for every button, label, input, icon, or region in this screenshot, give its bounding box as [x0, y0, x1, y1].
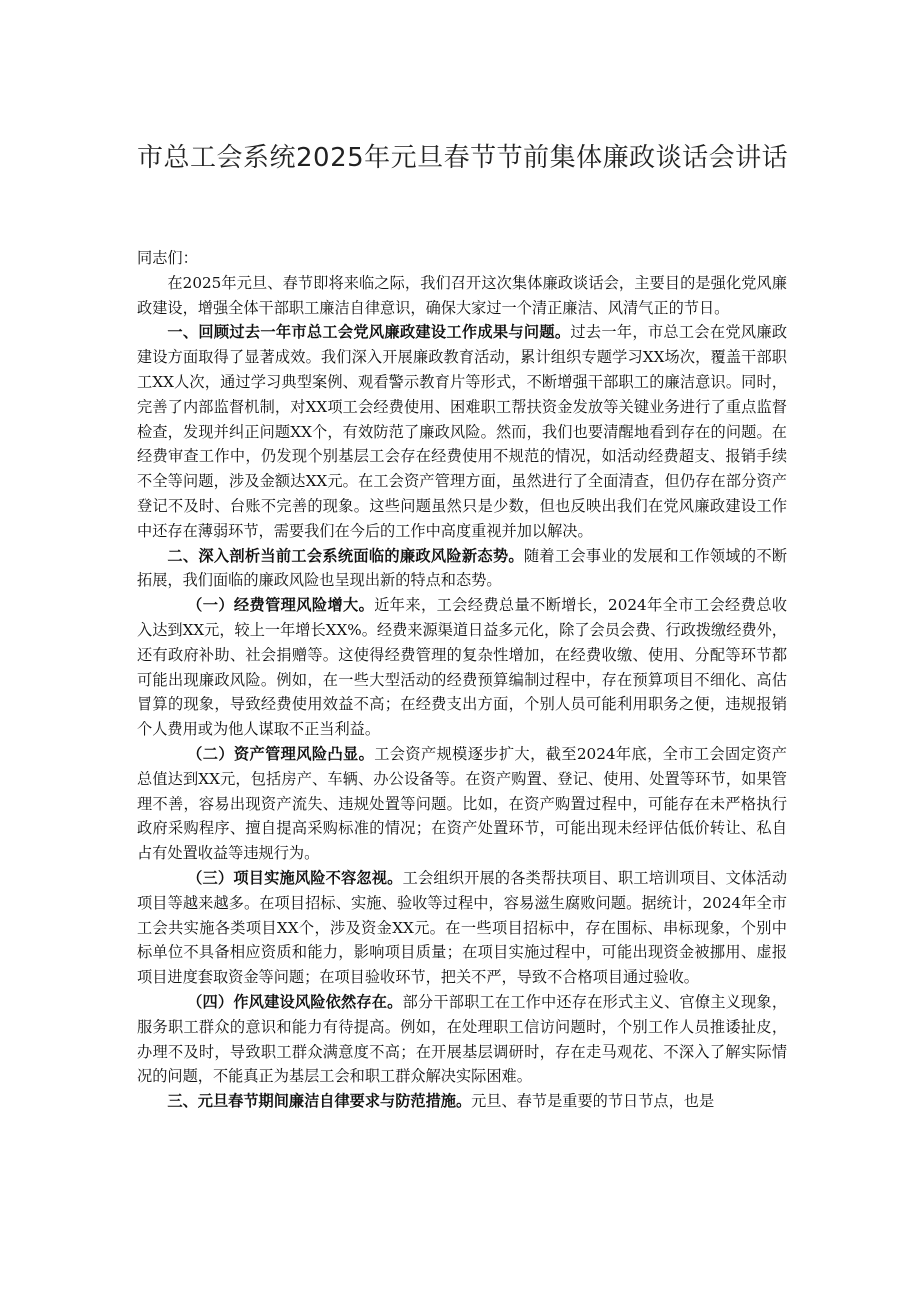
section-heading: 三、元旦春节期间廉洁自律要求与防范措施。	[167, 1092, 472, 1111]
document-title: 市总工会系统2025年元旦春节节前集体廉政谈话会讲话	[137, 143, 789, 173]
section-text: 元旦、春节是重要的节日节点，也是	[471, 1092, 715, 1111]
subsection-2-paragraph	[137, 742, 787, 866]
document-body	[137, 246, 787, 1114]
section-2-paragraph	[137, 544, 787, 594]
intro-paragraph: 在2025年元旦、春节即将来临之际，我们召开这次集体廉政谈话会，主要目的是强化党风廉政建设，增强全体干部职工廉洁自律意识，确保大家过一个清正廉洁、风清气正的节日。	[137, 273, 787, 317]
subsection-heading: （二）资产管理风险凸显。	[187, 744, 375, 763]
section-heading: 二、深入剖析当前工会系统面临的廉政风险新态势。	[167, 546, 524, 565]
subsection-1-paragraph	[137, 593, 787, 742]
greeting: 同志们：	[137, 249, 198, 267]
subsection-heading: （三）项目实施风险不容忽视。	[187, 868, 403, 887]
subsection-text: 工会组织开展的各类帮扶项目、职工培训项目、文体活动项目等越来越多。在项目招标、实施、验收等过程中，容易滋生腐败问题。据统计，2024年全市工会共实施各类项目XX个，涉及资金XX元。在一些项目招标中，存在围标、串标现象，个别中标单位不具备相应资质和能力，影响项目质量；在项目实施过程中，可能出现资金被挪用、虚报项目进度套取资金等问题；在项目验收环节，把关不严，导致不合格项目通过验收。	[137, 868, 788, 987]
subsection-text: 部分干部职工在工作中还存在形式主义、官僚主义现象，服务职工群众的意识和能力有待提高。例如，在处理职工信访问题时，个别工作人员推诿扯皮，办理不及时，导致职工群众满意度不高；在开展基层调研时，存在走马观花、不深入了解实际情况的问题，不能真正为基层工会和职工群众解决实际困难。	[137, 992, 788, 1086]
subsection-3-paragraph	[137, 866, 787, 990]
subsection-heading: （一）经费管理风险增大。	[187, 596, 375, 615]
section-heading: 一、回顾过去一年市总工会党风廉政建设工作成果与问题。	[167, 323, 571, 342]
subsection-heading: （四）作风建设风险依然存在。	[187, 992, 403, 1011]
subsection-text: 近年来，工会经费总量不断增长，2024年全市工会经费总收入达到XX元，较上一年增长XX%。经费来源渠道日益多元化，除了会员会费、行政拨缴经费外，还有政府补助、社会捐赠等。这使得经费管理的复杂性增加，在经费收缴、使用、分配等环节都可能出现廉政风险。例如，在一些大型活动的经费预算编制过程中，存在预算项目不细化、高估冒算的现象，导致经费使用效益不高；在经费支出方面，个别人员可能利用职务之便，违规报销个人费用或为他人谋取不正当利益。	[137, 596, 787, 739]
section-3-paragraph	[137, 1089, 787, 1114]
section-text: 随着工会事业的发展和工作领域的不断拓展，我们面临的廉政风险也呈现出新的特点和态势。	[137, 546, 788, 590]
section-1-paragraph	[137, 320, 787, 543]
subsection-4-paragraph	[137, 990, 787, 1089]
section-text: 过去一年，市总工会在党风廉政建设方面取得了显著成效。我们深入开展廉政教育活动，累计组织专题学习XX场次，覆盖干部职工XX人次，通过学习典型案例、观看警示教育片等形式，不断增强干部职工的廉洁意识。同时，完善了内部监督机制，对XX项工会经费使用、困难职工帮扶资金发放等关键业务进行了重点监督检查，发现并纠正问题XX个，有效防范了廉政风险。然而，我们也要清醒地看到存在的问题。在经费审查工作中，仍发现个别基层工会存在经费使用不规范的情况，如活动经费超支、报销手续不全等问题，涉及金额达XX元。在工会资产管理方面，虽然进行了全面清查，但仍存在部分资产登记不及时、台账不完善的现象。这些问题虽然只是少数，但也反映出我们在党风廉政建设工作中还存在薄弱环节，需要我们在今后的工作中高度重视并加以解决。	[137, 323, 788, 540]
subsection-text: 工会资产规模逐步扩大，截至2024年底，全市工会固定资产总值达到XX元，包括房产、车辆、办公设备等。在资产购置、登记、使用、处置等环节，如果管理不善，容易出现资产流失、违规处置等问题。比如，在资产购置过程中，可能存在未严格执行政府采购程序、擅自提高采购标准的情况；在资产处置环节，可能出现未经评估低价转让、私自占有处置收益等违规行为。	[137, 744, 787, 863]
